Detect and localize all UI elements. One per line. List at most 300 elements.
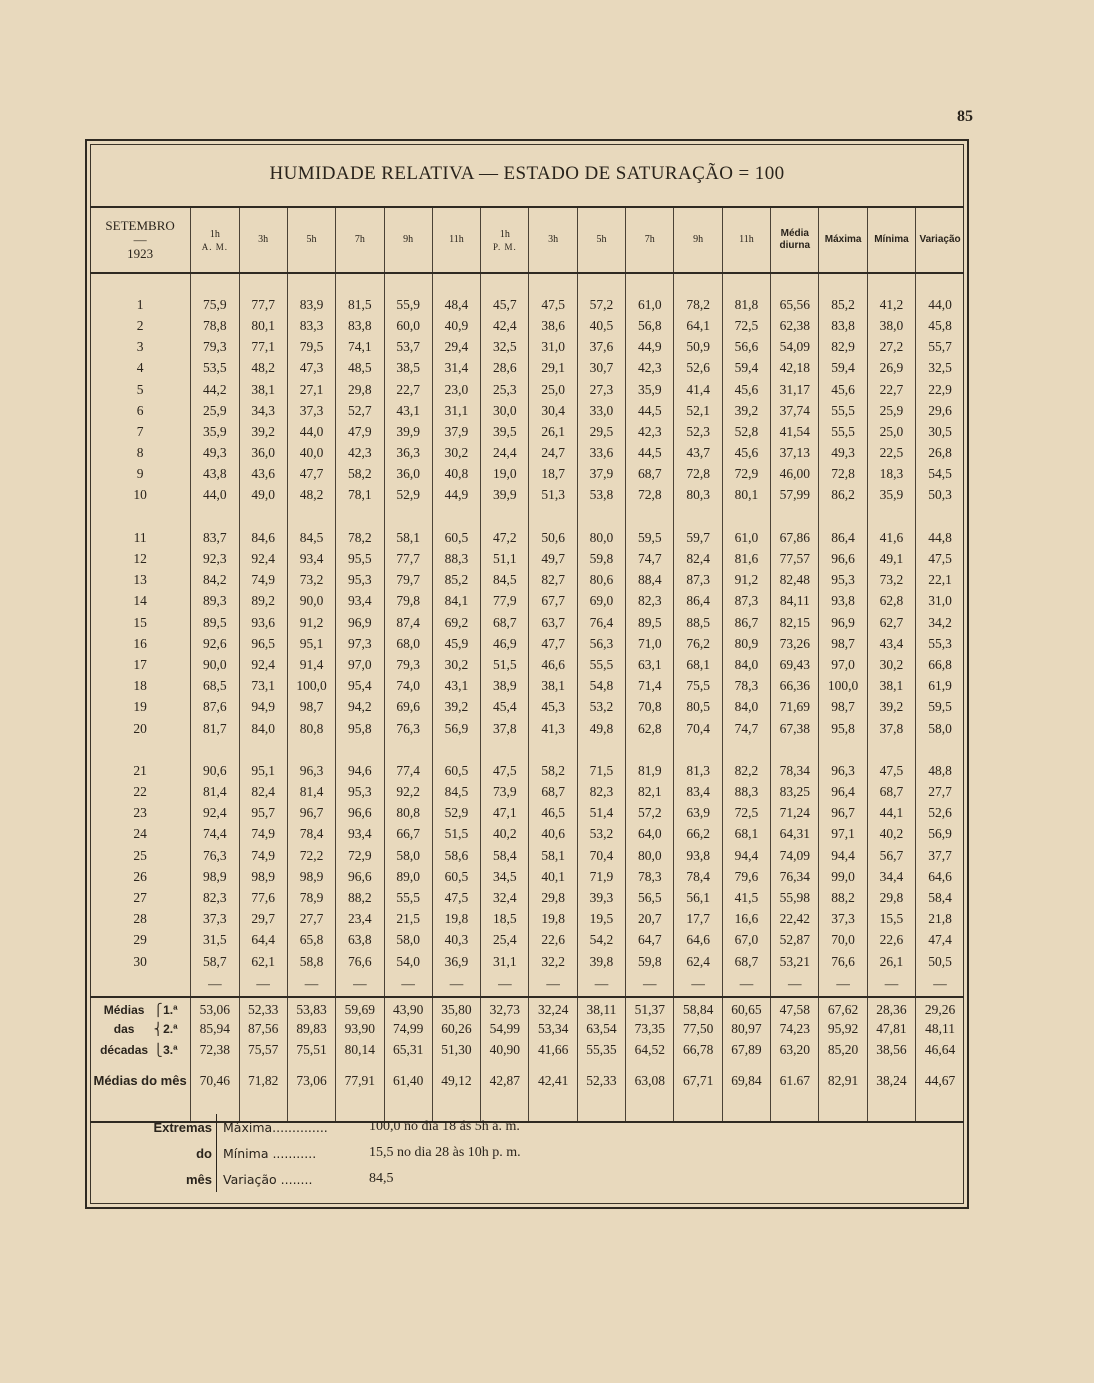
value-cell: 39,2	[722, 400, 770, 421]
value-cell: 77,91	[336, 1061, 384, 1101]
value-cell: 80,9	[722, 633, 770, 654]
value-cell: 45,6	[819, 379, 867, 400]
value-cell: 72,38	[191, 1040, 239, 1061]
value-cell: 88,2	[819, 887, 867, 908]
day-cell: 6	[136, 402, 144, 418]
value-cell: 81,6	[722, 548, 770, 569]
value-cell: 35,9	[867, 485, 915, 506]
value-cell: 75,5	[674, 676, 722, 697]
value-cell: 64,7	[626, 930, 674, 951]
value-cell: 26,1	[529, 421, 577, 442]
value-cell: 98,9	[239, 866, 287, 887]
value-cell: 76,3	[384, 718, 432, 739]
maxima-header	[819, 207, 867, 273]
value-cell: 60,26	[432, 1018, 480, 1039]
day-cell: 30	[133, 953, 147, 969]
value-cell: 76,6	[819, 951, 867, 972]
value-cell: 31,0	[916, 591, 964, 612]
dash-cell: —	[577, 972, 625, 997]
value-cell: 65,56	[771, 294, 819, 315]
value-cell: 69,43	[771, 654, 819, 675]
decade-word: décadas	[100, 1043, 149, 1058]
value-cell: 39,9	[481, 485, 529, 506]
extremes-row	[140, 1114, 700, 1140]
value-cell: 97,0	[336, 654, 384, 675]
value-cell: 46,9	[481, 633, 529, 654]
spacer-cell	[722, 739, 770, 760]
value-cell: 29,7	[239, 909, 287, 930]
value-cell: 79,8	[384, 591, 432, 612]
value-cell: 31,17	[771, 379, 819, 400]
spacer-cell	[481, 273, 529, 294]
table-row	[90, 464, 964, 485]
value-cell: 28,6	[481, 358, 529, 379]
decade-ordinal: 3.ª	[163, 1043, 178, 1058]
value-cell: 35,9	[191, 421, 239, 442]
value-cell: 82,4	[674, 548, 722, 569]
hour-header	[191, 207, 239, 273]
value-cell: 62,38	[771, 315, 819, 336]
extremes-block	[140, 1114, 700, 1192]
monthly-label: Médias do mês	[93, 1073, 187, 1089]
value-cell: 39,2	[432, 697, 480, 718]
value-cell: 84,2	[191, 570, 239, 591]
value-cell: 95,8	[336, 718, 384, 739]
extremes-label: mês	[185, 1171, 212, 1187]
value-cell: 67,86	[771, 527, 819, 548]
value-cell: 37,74	[771, 400, 819, 421]
value-cell: 83,9	[287, 294, 335, 315]
hour-header	[481, 207, 529, 273]
value-cell: 53,34	[529, 1018, 577, 1039]
value-cell: 82,48	[771, 570, 819, 591]
variacao-header	[916, 207, 964, 273]
value-cell: 83,25	[771, 782, 819, 803]
hour-label: 7h	[644, 234, 655, 245]
value-cell: 70,0	[819, 930, 867, 951]
value-cell: 40,90	[481, 1040, 529, 1061]
value-cell: 66,7	[384, 824, 432, 845]
value-cell: 94,4	[722, 845, 770, 866]
day-cell: 19	[133, 699, 147, 715]
value-cell: 64,6	[916, 866, 964, 887]
value-cell: 52,8	[722, 421, 770, 442]
value-cell: 92,2	[384, 782, 432, 803]
spacer-cell	[867, 506, 915, 527]
table-row	[90, 951, 964, 972]
table-row	[90, 421, 964, 442]
value-cell: 24,4	[481, 443, 529, 464]
minima-header	[867, 207, 915, 273]
value-cell: 87,56	[239, 1018, 287, 1039]
value-cell: 55,5	[384, 887, 432, 908]
value-cell: 76,34	[771, 866, 819, 887]
value-cell: 68,0	[384, 633, 432, 654]
spacer-cell	[432, 506, 480, 527]
value-cell: 32,5	[916, 358, 964, 379]
value-cell: 96,9	[819, 612, 867, 633]
value-cell: 59,7	[674, 527, 722, 548]
day-cell: 18	[133, 678, 147, 694]
value-cell: 93,4	[336, 824, 384, 845]
value-cell: 37,3	[191, 909, 239, 930]
value-cell: 93,4	[336, 591, 384, 612]
value-cell: 69,2	[432, 612, 480, 633]
value-cell: 33,6	[577, 443, 625, 464]
value-cell: 58,2	[529, 760, 577, 781]
value-cell: 73,9	[481, 782, 529, 803]
value-cell: 64,1	[674, 315, 722, 336]
spacer-cell	[771, 506, 819, 527]
spacer-cell	[481, 506, 529, 527]
extremes-value: 84,5	[369, 1171, 394, 1186]
spacer-cell	[722, 273, 770, 294]
value-cell: 81,8	[722, 294, 770, 315]
table-row	[90, 400, 964, 421]
value-cell: 18,3	[867, 464, 915, 485]
value-cell: 61.67	[771, 1061, 819, 1101]
value-cell: 64,6	[674, 930, 722, 951]
value-cell: 26,9	[867, 358, 915, 379]
value-cell: 59,4	[722, 358, 770, 379]
spacer-cell	[384, 739, 432, 760]
value-cell: 74,7	[626, 548, 674, 569]
value-cell: 95,5	[336, 548, 384, 569]
value-cell: 74,9	[239, 570, 287, 591]
spacer-cell	[577, 739, 625, 760]
day-cell: 12	[133, 551, 147, 567]
value-cell: 40,8	[432, 464, 480, 485]
value-cell: 78,8	[191, 315, 239, 336]
hour-label: 5h	[596, 234, 607, 245]
value-cell: 32,2	[529, 951, 577, 972]
value-cell: 53,5	[191, 358, 239, 379]
value-cell: 39,3	[577, 887, 625, 908]
table-row	[90, 909, 964, 930]
value-cell: 79,3	[191, 337, 239, 358]
value-cell: 87,3	[674, 570, 722, 591]
value-cell: 77,9	[481, 591, 529, 612]
value-cell: 21,5	[384, 909, 432, 930]
value-cell: 57,2	[626, 803, 674, 824]
decade-word: das	[113, 1021, 135, 1036]
spacer-cell	[674, 506, 722, 527]
value-cell: 52,87	[771, 930, 819, 951]
day-cell: 5	[136, 381, 144, 397]
value-cell: 64,4	[239, 930, 287, 951]
dash-cell: —	[287, 972, 335, 997]
value-cell: 90,0	[287, 591, 335, 612]
value-cell: 58,84	[674, 997, 722, 1018]
day-cell: 15	[133, 614, 147, 630]
value-cell: 37,3	[287, 400, 335, 421]
maxima-label: Máxima	[824, 234, 862, 245]
extremes-key: Máxima..............	[223, 1119, 328, 1135]
value-cell: 95,1	[239, 760, 287, 781]
value-cell: 54,5	[916, 464, 964, 485]
value-cell: 96,6	[819, 548, 867, 569]
value-cell: 38,1	[867, 676, 915, 697]
spacer-cell	[577, 506, 625, 527]
value-cell: 53,06	[191, 997, 239, 1018]
value-cell: 72,8	[819, 464, 867, 485]
table-row	[90, 612, 964, 633]
value-cell: 92,4	[239, 548, 287, 569]
value-cell: 78,2	[336, 527, 384, 548]
hour-label: 9h	[403, 234, 414, 245]
spacer-cell	[819, 506, 867, 527]
value-cell: 80,1	[239, 315, 287, 336]
value-cell: 76,3	[191, 845, 239, 866]
value-cell: 44,1	[867, 803, 915, 824]
value-cell: 49,12	[432, 1061, 480, 1101]
value-cell: 72,9	[336, 845, 384, 866]
value-cell: 39,9	[384, 421, 432, 442]
hour-label: 11h	[449, 234, 464, 245]
value-cell: 47,1	[481, 803, 529, 824]
day-cell: 24	[133, 826, 147, 842]
value-cell: 38,0	[867, 315, 915, 336]
value-cell: 43,1	[384, 400, 432, 421]
hour-header	[626, 207, 674, 273]
value-cell: 75,9	[191, 294, 239, 315]
value-cell: 38,6	[529, 315, 577, 336]
spacer-cell	[336, 273, 384, 294]
value-cell: 98,7	[819, 697, 867, 718]
table-row	[90, 358, 964, 379]
value-cell: 27,2	[867, 337, 915, 358]
value-cell: 53,21	[771, 951, 819, 972]
spacer-cell	[916, 1101, 964, 1122]
header-row	[90, 207, 964, 273]
value-cell: 95,3	[336, 782, 384, 803]
value-cell: 74,99	[384, 1018, 432, 1039]
value-cell: 30,4	[529, 400, 577, 421]
spacer-cell	[674, 739, 722, 760]
value-cell: 78,1	[336, 485, 384, 506]
spacer-cell	[916, 739, 964, 760]
value-cell: 71,82	[239, 1061, 287, 1101]
value-cell: 30,2	[432, 654, 480, 675]
monthly-row	[90, 1061, 964, 1101]
value-cell: 69,6	[384, 697, 432, 718]
value-cell: 87,6	[191, 697, 239, 718]
value-cell: 47,7	[529, 633, 577, 654]
value-cell: 18,5	[481, 909, 529, 930]
value-cell: 30,2	[867, 654, 915, 675]
decade-row	[90, 1018, 964, 1039]
value-cell: 58,1	[529, 845, 577, 866]
value-cell: 82,3	[626, 591, 674, 612]
spacer-cell	[867, 739, 915, 760]
value-cell: 47,5	[432, 887, 480, 908]
spacer-cell	[674, 273, 722, 294]
value-cell: 36,0	[239, 443, 287, 464]
value-cell: 82,3	[191, 887, 239, 908]
hour-label: 3h	[548, 234, 559, 245]
value-cell: 38,1	[529, 676, 577, 697]
value-cell: 27,7	[287, 909, 335, 930]
value-cell: 31,5	[191, 930, 239, 951]
value-cell: 74,4	[191, 824, 239, 845]
decade-label	[90, 1018, 191, 1039]
value-cell: 85,2	[432, 570, 480, 591]
value-cell: 49,3	[191, 443, 239, 464]
value-cell: 73,26	[771, 633, 819, 654]
value-cell: 84,5	[481, 570, 529, 591]
value-cell: 58,4	[916, 887, 964, 908]
value-cell: 93,4	[287, 548, 335, 569]
spacer-cell	[529, 506, 577, 527]
hour-label: 1h	[209, 229, 220, 240]
hour-header	[577, 207, 625, 273]
value-cell: 43,6	[239, 464, 287, 485]
value-cell: 82,4	[239, 782, 287, 803]
value-cell: 57,99	[771, 485, 819, 506]
value-cell: 58,0	[384, 845, 432, 866]
value-cell: 55,5	[819, 400, 867, 421]
value-cell: 60,0	[384, 315, 432, 336]
value-cell: 73,2	[287, 570, 335, 591]
value-cell: 45,3	[529, 697, 577, 718]
value-cell: 15,5	[867, 909, 915, 930]
spacer-cell	[626, 273, 674, 294]
value-cell: 86,4	[674, 591, 722, 612]
value-cell: 63,1	[626, 654, 674, 675]
value-cell: 55,7	[916, 337, 964, 358]
value-cell: 28,36	[867, 997, 915, 1018]
value-cell: 37,8	[481, 718, 529, 739]
value-cell: 27,3	[577, 379, 625, 400]
value-cell: 92,4	[191, 803, 239, 824]
value-cell: 97,1	[819, 824, 867, 845]
value-cell: 40,0	[287, 443, 335, 464]
value-cell: 22,7	[384, 379, 432, 400]
value-cell: 26,8	[916, 443, 964, 464]
value-cell: 96,3	[819, 760, 867, 781]
value-cell: 80,0	[626, 845, 674, 866]
hour-label: 11h	[739, 234, 754, 245]
value-cell: 59,69	[336, 997, 384, 1018]
value-cell: 48,11	[916, 1018, 964, 1039]
value-cell: 71,5	[577, 760, 625, 781]
value-cell: 29,1	[529, 358, 577, 379]
brace: ⎧	[153, 1003, 163, 1018]
value-cell: 47,9	[336, 421, 384, 442]
value-cell: 37,13	[771, 443, 819, 464]
value-cell: 70,46	[191, 1061, 239, 1101]
value-cell: 75,51	[287, 1040, 335, 1061]
spacer-cell	[239, 273, 287, 294]
value-cell: 93,8	[819, 591, 867, 612]
value-cell: 62,7	[867, 612, 915, 633]
value-cell: 52,9	[432, 803, 480, 824]
value-cell: 77,7	[384, 548, 432, 569]
dash-cell: —	[674, 972, 722, 997]
value-cell: 74,0	[384, 676, 432, 697]
value-cell: 70,4	[674, 718, 722, 739]
value-cell: 60,5	[432, 866, 480, 887]
value-cell: 80,5	[674, 697, 722, 718]
value-cell: 66,78	[674, 1040, 722, 1061]
value-cell: 82,91	[819, 1061, 867, 1101]
value-cell: 37,8	[867, 718, 915, 739]
value-cell: 100,0	[819, 676, 867, 697]
table-row	[90, 930, 964, 951]
dash-cell: —	[916, 972, 964, 997]
value-cell: 45,4	[481, 697, 529, 718]
value-cell: 30,0	[481, 400, 529, 421]
value-cell: 25,9	[191, 400, 239, 421]
value-cell: 95,92	[819, 1018, 867, 1039]
value-cell: 81,3	[674, 760, 722, 781]
spacer-cell	[239, 506, 287, 527]
table-row	[90, 845, 964, 866]
value-cell: 39,2	[239, 421, 287, 442]
spacer-cell	[722, 1101, 770, 1122]
value-cell: 31,0	[529, 337, 577, 358]
spacer-row	[90, 739, 964, 760]
spacer-cell	[90, 506, 191, 527]
value-cell: 42,4	[481, 315, 529, 336]
hour-header	[239, 207, 287, 273]
day-cell: 14	[133, 593, 147, 609]
diurna-label: diurna	[779, 240, 811, 251]
value-cell: 40,9	[432, 315, 480, 336]
value-cell: 39,5	[481, 421, 529, 442]
value-cell: 81,4	[287, 782, 335, 803]
day-cell: 28	[133, 911, 147, 927]
spacer-cell	[191, 739, 239, 760]
value-cell: 47,3	[287, 358, 335, 379]
value-cell: 30,7	[577, 358, 625, 379]
value-cell: 96,7	[287, 803, 335, 824]
value-cell: 76,4	[577, 612, 625, 633]
extremes-value: 100,0 no dia 18 ás 5h a. m.	[369, 1119, 520, 1134]
value-cell: 40,2	[481, 824, 529, 845]
value-cell: 61,40	[384, 1061, 432, 1101]
value-cell: 81,5	[336, 294, 384, 315]
spacer-cell	[336, 739, 384, 760]
decade-label	[90, 997, 191, 1018]
value-cell: 44,0	[191, 485, 239, 506]
decade-word: Médias	[103, 1003, 145, 1018]
table-row	[90, 527, 964, 548]
value-cell: 54,0	[384, 951, 432, 972]
dash-cell: —	[529, 972, 577, 997]
value-cell: 44,0	[287, 421, 335, 442]
table-row	[90, 718, 964, 739]
humidity-table	[90, 206, 964, 1123]
value-cell: 22,6	[529, 930, 577, 951]
value-cell: 84,11	[771, 591, 819, 612]
hour-header	[674, 207, 722, 273]
value-cell: 48,2	[239, 358, 287, 379]
value-cell: 49,3	[819, 443, 867, 464]
value-cell: 74,23	[771, 1018, 819, 1039]
value-cell: 85,20	[819, 1040, 867, 1061]
spacer-cell	[384, 273, 432, 294]
value-cell: 52,1	[674, 400, 722, 421]
spacer-cell	[432, 739, 480, 760]
value-cell: 79,5	[287, 337, 335, 358]
value-cell: 53,2	[577, 824, 625, 845]
value-cell: 45,6	[722, 443, 770, 464]
value-cell: 91,2	[287, 612, 335, 633]
value-cell: 48,4	[432, 294, 480, 315]
value-cell: 19,0	[481, 464, 529, 485]
value-cell: 23,4	[336, 909, 384, 930]
